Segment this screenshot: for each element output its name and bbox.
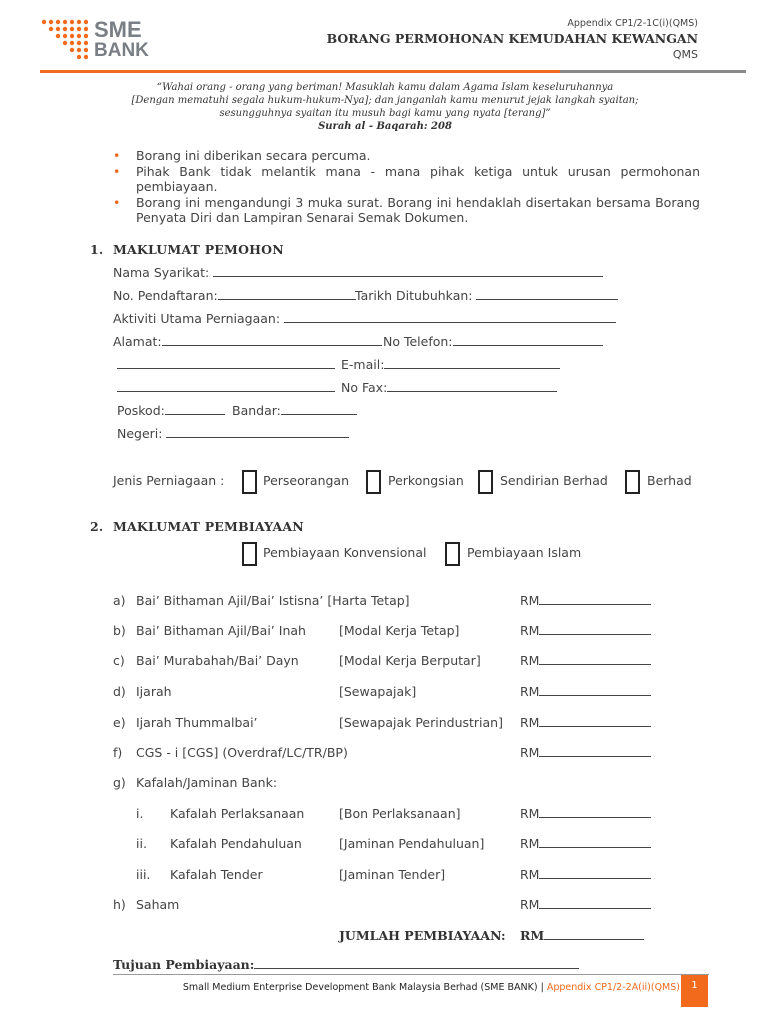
bullet-icon: • [113, 164, 121, 179]
footer-text [0, 982, 680, 993]
field-no-fax[interactable] [341, 380, 557, 395]
header-appendix: Appendix CP1/2-1C(i)(QMS) [567, 18, 698, 29]
rm-field[interactable]: RM [520, 836, 651, 851]
section-2-title: MAKLUMAT PEMBIAYAAN [113, 519, 304, 534]
no-fax-label: No Fax: [341, 380, 388, 395]
item-name: Kafalah/Jaminan Bank: [136, 775, 278, 790]
bullet-icon: • [113, 148, 121, 163]
quote-source: Surah al - Baqarah: 208 [318, 121, 452, 132]
no-pendaftaran-label: No. Pendaftaran: [113, 288, 218, 303]
rm-field[interactable]: RM [520, 745, 651, 760]
section-1-number: 1. [90, 242, 104, 257]
field-alamat-line-3[interactable] [117, 380, 335, 395]
tujuan-label: Tujuan Pembiayaan: [113, 957, 255, 972]
field-alamat[interactable] [113, 334, 382, 349]
jenis-perniagaan-label: Jenis Perniagaan : [113, 473, 225, 488]
aktiviti-label: Aktiviti Utama Perniagaan: [113, 311, 281, 326]
no-telefon-label: No Telefon: [383, 334, 453, 349]
field-negeri[interactable] [117, 426, 349, 441]
subitem-category: [Jaminan Pendahuluan] [339, 836, 485, 851]
checkbox-berhad[interactable] [625, 470, 640, 494]
item-name: CGS - i [CGS] (Overdraf/LC/TR/BP) [136, 745, 348, 760]
rm-field[interactable]: RM [520, 623, 651, 638]
quote-line-2: [Dengan mematuhi segala hukum-hukum-Nya]; dan janganlah kamu menurut jejak langkah syaitan; [131, 95, 639, 106]
item-index: h) [113, 897, 126, 912]
item-category: [Sewapajak] [339, 684, 417, 699]
item-category: [Modal Kerja Berputar] [339, 653, 481, 668]
note-item: Pihak Bank tidak melantik mana - mana pihak ketiga untuk urusan permohonan pembiayaan. [136, 164, 700, 194]
item-category: [Modal Kerja Tetap] [339, 623, 460, 638]
note-item: Borang ini mengandungi 3 muka surat. Borang ini hendaklah disertakan bersama Borang Penyata Diri dan Lampiran Senarai Semak Dokumen. [136, 195, 700, 225]
item-index: a) [113, 593, 126, 608]
section-1-title: MAKLUMAT PEMOHON [113, 242, 284, 257]
section-2-number: 2. [90, 519, 104, 534]
logo-text-bank: BANK [94, 40, 149, 61]
poskod-label: Poskod: [117, 403, 165, 418]
note-item: Borang ini diberikan secara percuma. [136, 148, 371, 163]
item-index: g) [113, 775, 126, 790]
item-index: f) [113, 745, 123, 760]
footer-separator: | [537, 982, 547, 993]
option-perkongsian: Perkongsian [388, 473, 464, 488]
footer-bank: Small Medium Enterprise Development Bank Malaysia Berhad (SME BANK) [182, 982, 538, 993]
item-index: d) [113, 684, 126, 699]
sme-bank-logo-icon [40, 18, 88, 60]
rm-field[interactable]: RM [520, 653, 651, 668]
field-alamat-line-2[interactable] [117, 357, 335, 372]
footer-rule [113, 974, 709, 975]
field-aktiviti-utama[interactable] [113, 311, 616, 326]
form-title: BORANG PERMOHONAN KEMUDAHAN KEWANGAN [326, 31, 698, 46]
rm-field[interactable]: RM [520, 684, 651, 699]
nama-syarikat-label: Nama Syarikat: [113, 265, 210, 280]
field-bandar[interactable] [232, 403, 357, 418]
option-berhad: Berhad [647, 473, 692, 488]
subitem-category: [Bon Perlaksanaan] [339, 806, 461, 821]
jumlah-rm-field[interactable]: RM [520, 928, 644, 943]
rm-field[interactable]: RM [520, 715, 651, 730]
rm-field[interactable]: RM [520, 593, 651, 608]
rm-field[interactable]: RM [520, 867, 651, 882]
field-email[interactable] [341, 357, 560, 372]
item-category: [Sewapajak Perindustrian] [339, 715, 503, 730]
alamat-label: Alamat: [113, 334, 162, 349]
rm-field[interactable]: RM [520, 897, 651, 912]
option-perseorangan: Perseorangan [263, 473, 350, 488]
subitem-index: ii. [136, 836, 147, 851]
field-poskod[interactable] [117, 403, 225, 418]
quote-line-1: “Wahai orang - orang yang beriman! Masuklah kamu dalam Agama Islam keseluruhannya [156, 82, 614, 93]
page-number: 1 [681, 975, 708, 1007]
subitem-index: iii. [136, 867, 151, 882]
quote-line-3: sesungguhnya syaitan itu musuh bagi kamu yang nyata [terang]” [219, 108, 551, 119]
header-qms: QMS [672, 48, 698, 61]
bandar-label: Bandar: [232, 403, 281, 418]
subitem-name: Kafalah Perlaksanaan [170, 806, 305, 821]
item-index: e) [113, 715, 126, 730]
field-nama-syarikat[interactable] [113, 265, 603, 280]
option-pembiayaan-konvensional: Pembiayaan Konvensional [263, 545, 427, 560]
subitem-category: [Jaminan Tender] [339, 867, 446, 882]
jumlah-pembiayaan-label: JUMLAH PEMBIAYAAN: [339, 928, 506, 943]
checkbox-pembiayaan-konvensional[interactable] [242, 542, 257, 566]
checkbox-sendirian-berhad[interactable] [478, 470, 493, 494]
item-name: Ijarah [136, 684, 172, 699]
negeri-label: Negeri: [117, 426, 163, 441]
field-no-pendaftaran[interactable] [113, 288, 356, 303]
header-rule-orange [40, 70, 560, 73]
item-name: Saham [136, 897, 180, 912]
checkbox-perkongsian[interactable] [366, 470, 381, 494]
item-name: Ijarah Thummalbai’ [136, 715, 258, 730]
subitem-name: Kafalah Pendahuluan [170, 836, 302, 851]
bullet-icon: • [113, 195, 121, 210]
checkbox-pembiayaan-islam[interactable] [445, 542, 460, 566]
checkbox-perseorangan[interactable] [242, 470, 257, 494]
rm-field[interactable]: RM [520, 806, 651, 821]
field-no-telefon[interactable] [383, 334, 603, 349]
tarikh-label: Tarikh Ditubuhkan: [355, 288, 473, 303]
subitem-index: i. [136, 806, 144, 821]
option-pembiayaan-islam: Pembiayaan Islam [467, 545, 582, 560]
logo-text-sme: SME [94, 17, 142, 42]
item-index: c) [113, 653, 125, 668]
item-name: Bai’ Bithaman Ajil/Bai’ Istisna’ [Harta Tetap] [136, 593, 410, 608]
footer-appendix: Appendix CP1/2-2A(ii)(QMS) [546, 982, 680, 993]
tujuan-pembiayaan-field[interactable] [113, 957, 579, 972]
item-index: b) [113, 623, 126, 638]
field-tarikh-ditubuhkan[interactable] [355, 288, 618, 303]
email-label: E-mail: [341, 357, 385, 372]
header-rule-gray [560, 70, 746, 73]
item-name: Bai’ Murabahah/Bai’ Dayn [136, 653, 299, 668]
option-sendirian-berhad: Sendirian Berhad [500, 473, 608, 488]
subitem-name: Kafalah Tender [170, 867, 263, 882]
item-name: Bai’ Bithaman Ajil/Bai’ Inah [136, 623, 306, 638]
